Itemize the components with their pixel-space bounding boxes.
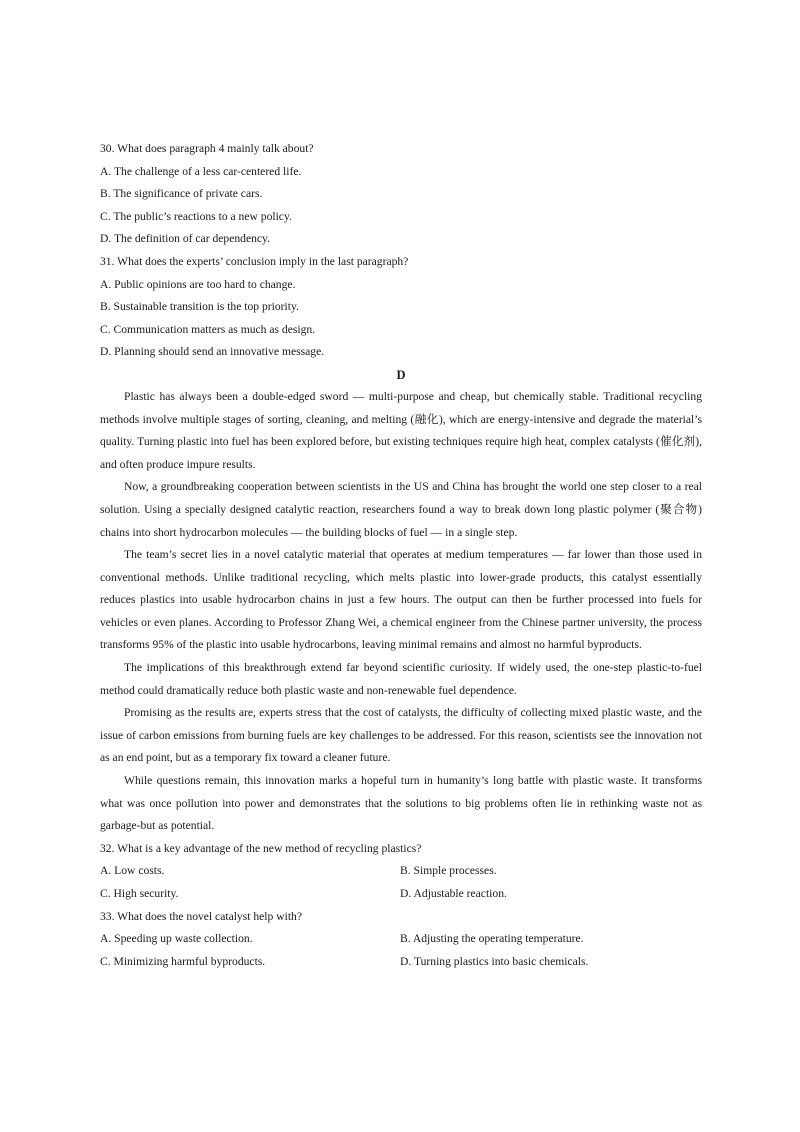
question-31-stem: 31. What does the experts’ conclusion imply in the last paragraph? xyxy=(100,254,409,268)
question-30-option-c: C. The public’s reactions to a new policy. xyxy=(100,209,292,223)
question-30-option-d: D. The definition of car dependency. xyxy=(100,232,270,246)
passage-paragraph-5: Promising as the results are, experts stress that the cost of catalysts, the difficulty of collecting mixed plastic waste, and the issue of carbon emissions from burning fuels are key challenges to be addressed. For this reason, scientists see the innovation not as an end point, but as a temporary fix toward a cleaner future. xyxy=(100,706,702,765)
question-31-option-d: D. Planning should send an innovative message. xyxy=(100,345,325,359)
question-32-stem: 32. What is a key advantage of the new method of recycling plastics? xyxy=(100,841,422,855)
question-30 xyxy=(100,138,702,251)
question-31-option-b: B. Sustainable transition is the top priority. xyxy=(100,300,299,314)
question-32-option-a: A. Low costs. xyxy=(100,864,165,878)
question-31-option-a: A. Public opinions are too hard to change. xyxy=(100,277,296,291)
question-32-option-d: D. Adjustable reaction. xyxy=(400,887,507,900)
passage-paragraph-4: The implications of this breakthrough extend far beyond scientific curiosity. If widely used, the one-step plastic-to-fuel method could dramatically reduce both plastic waste and non-renewable fuel dependence. xyxy=(100,661,702,697)
section-title: D xyxy=(396,367,406,382)
question-33-stem: 33. What does the novel catalyst help with? xyxy=(100,909,302,923)
question-30-option-a: A. The challenge of a less car-centered life. xyxy=(100,164,302,178)
question-32-option-c: C. High security. xyxy=(100,887,179,900)
question-33 xyxy=(100,906,702,974)
question-33-option-b: B. Adjusting the operating temperature. xyxy=(400,932,584,946)
passage-paragraph-1: Plastic has always been a double-edged sword — multi-purpose and cheap, but chemically stable. Traditional recycling methods involve multiple stages of sorting, cleaning, and melting (融化), which are energy-intensive and degrade the material’s quality. Turning plastic into fuel has been explored before, but existing techniques require high heat, complex catalysts (催化剂), and often produce impure results. xyxy=(100,389,702,471)
question-33-options xyxy=(100,928,702,973)
exam-page xyxy=(100,138,702,973)
passage-paragraph-2: Now, a groundbreaking cooperation between scientists in the US and China has brought the world one step closer to a real solution. Using a specially designed catalytic reaction, researchers found a way to break down long plastic polymer (聚合物) chains into short hydrocarbon molecules — the building blocks of fuel — in a single step. xyxy=(100,480,702,539)
passage-paragraph-6: While questions remain, this innovation marks a hopeful turn in humanity’s long battle with plastic waste. It transforms what was once pollution into power and demonstrates that the solutions to big problems often lie in rethinking waste not as garbage-but as potential. xyxy=(100,774,702,833)
question-33-option-a: A. Speeding up waste collection. xyxy=(100,932,253,946)
passage xyxy=(100,386,702,838)
question-33-option-c: C. Minimizing harmful byproducts. xyxy=(100,954,266,968)
question-33-option-d: D. Turning plastics into basic chemicals. xyxy=(400,954,589,968)
question-32-option-b: B. Simple processes. xyxy=(400,864,497,878)
question-32-options xyxy=(100,860,702,905)
question-31 xyxy=(100,251,702,364)
question-32 xyxy=(100,838,702,906)
question-31-option-c: C. Communication matters as much as design. xyxy=(100,322,316,336)
passage-paragraph-3: The team’s secret lies in a novel catalytic material that operates at medium temperatures — far lower than those used in conventional methods. Unlike traditional recycling, which melts plastic into lower-grade products, this catalyst essentially reduces plastics into usable hydrocarbon chains in just a few hours. The output can then be further processed into fuels for vehicles or even planes. According to Professor Zhang Wei, a chemical engineer from the Chinese partner university, the process transforms 95% of the plastic into usable hydrocarbons, leaving minimal remains and almost no harmful byproducts. xyxy=(100,548,702,652)
question-30-option-b: B. The significance of private cars. xyxy=(100,187,263,201)
question-30-stem: 30. What does paragraph 4 mainly talk about? xyxy=(100,142,314,155)
